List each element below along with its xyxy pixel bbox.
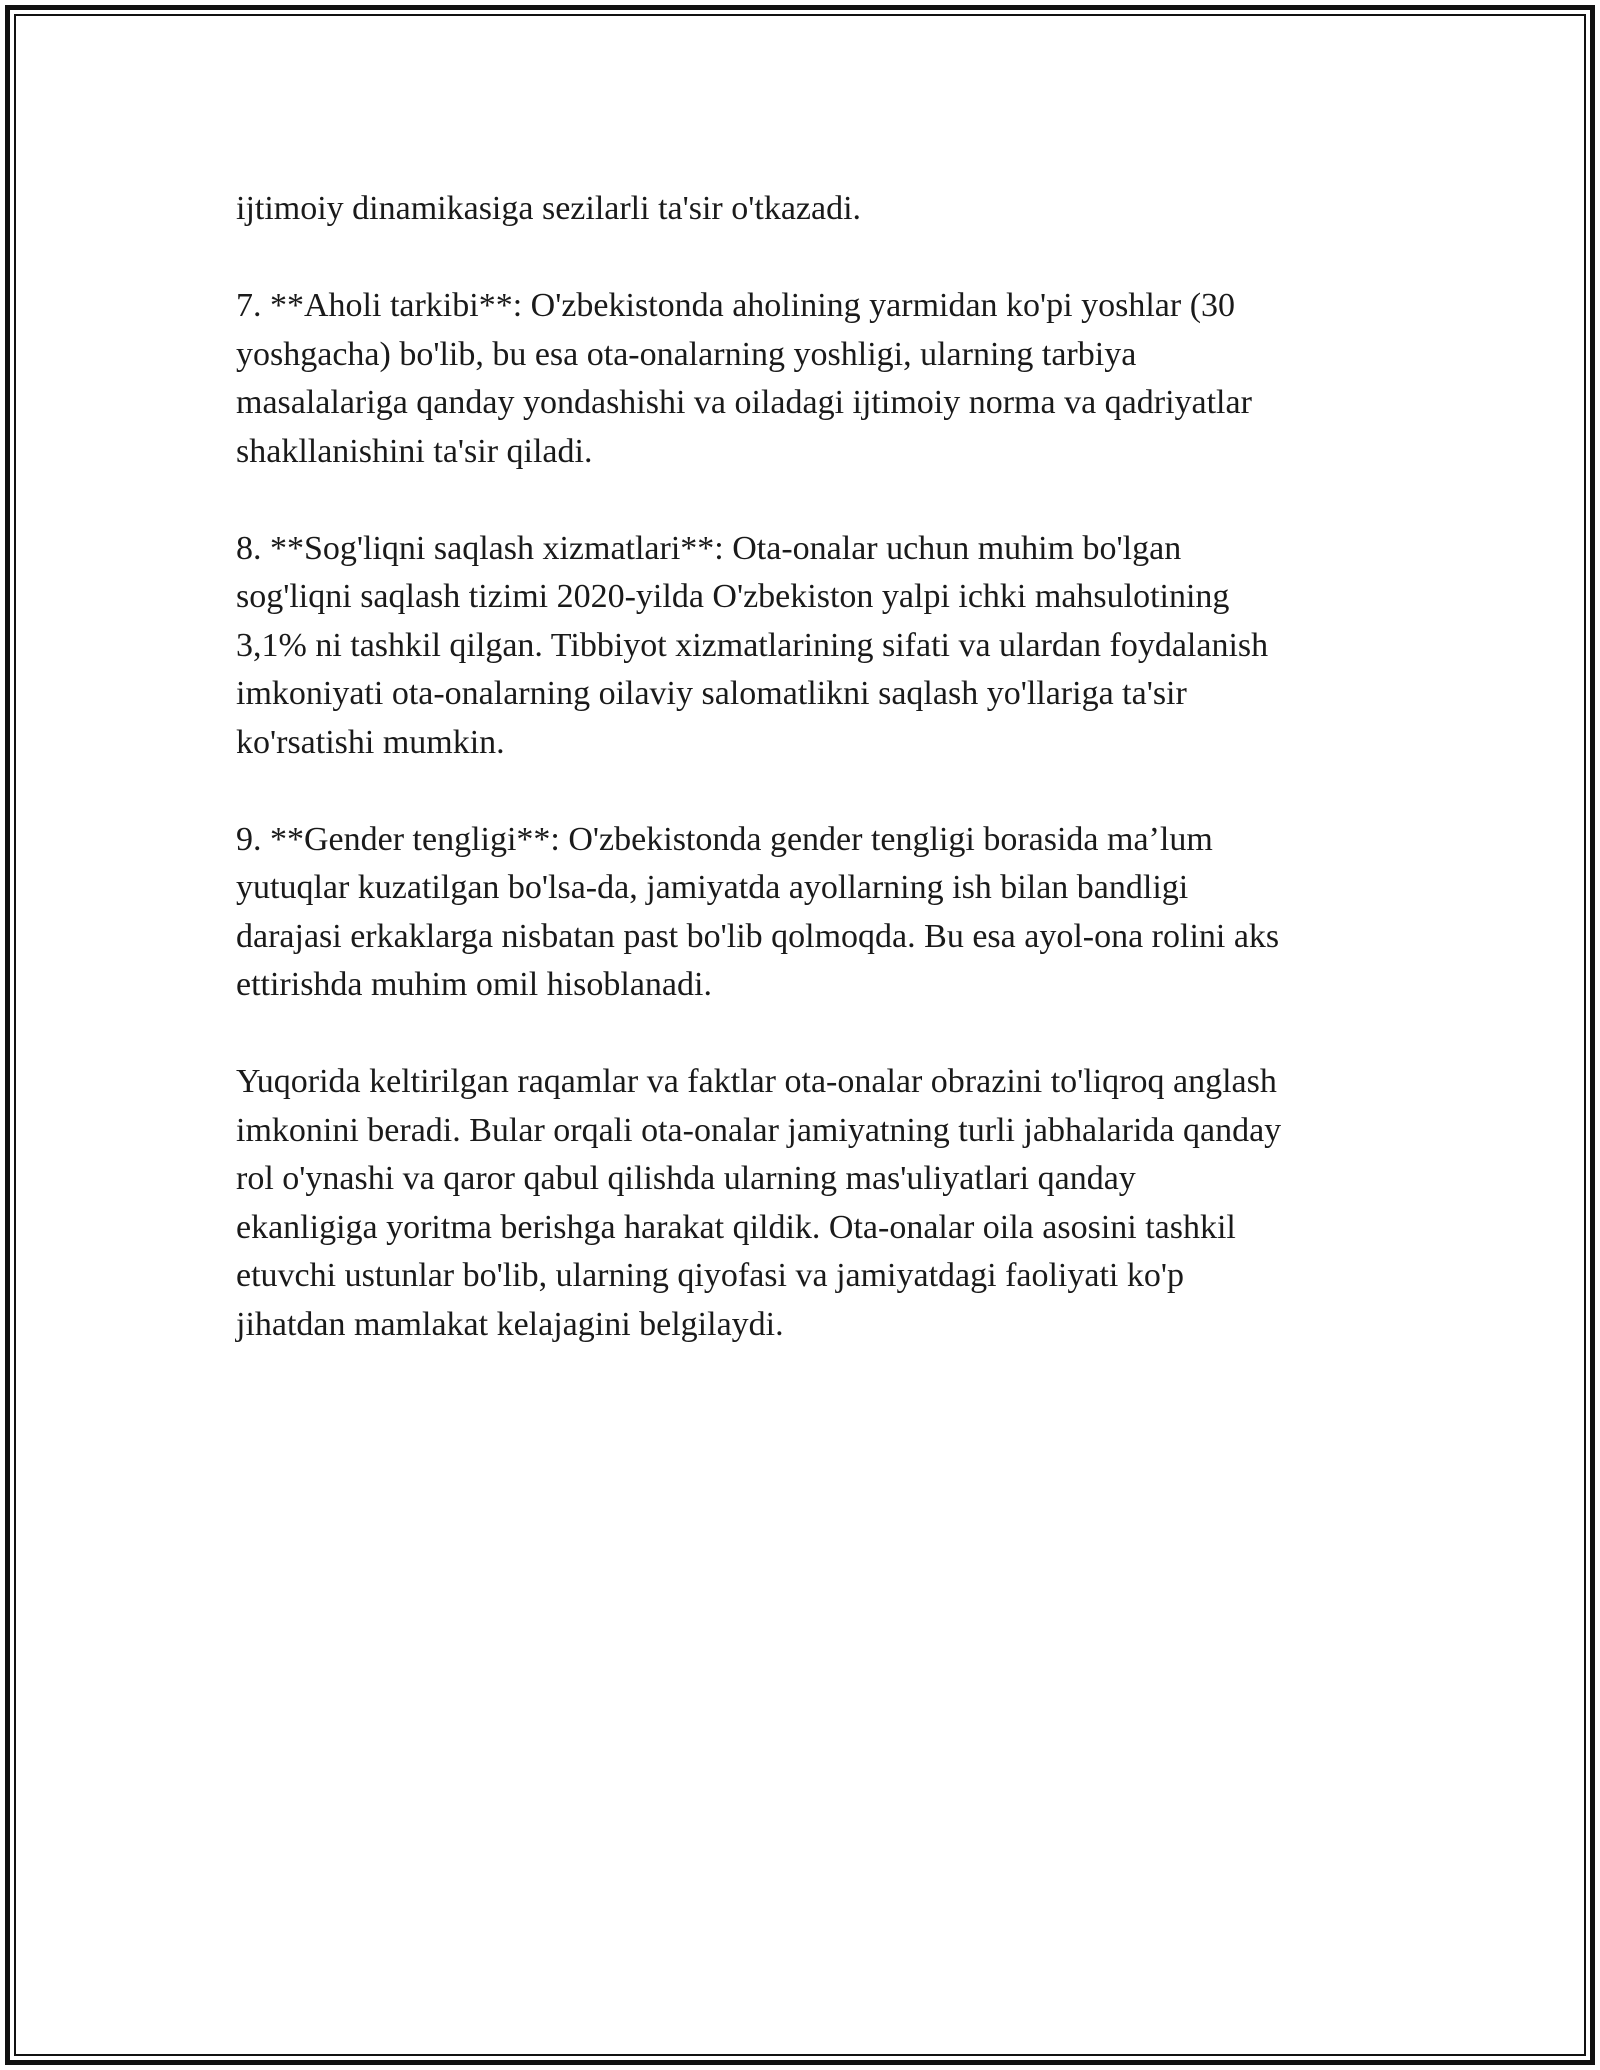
paragraph-conclusion <box>236 1058 1376 1349</box>
text-line: masalalariga qanday yondashishi va oiladagi ijtimoiy norma va qadriyatlar <box>236 384 1252 421</box>
text-line: shakllanishini ta'sir qiladi. <box>236 432 593 470</box>
text-line: Yuqorida keltirilgan raqamlar va faktlar ota-onalar obrazini to'liqroq anglash <box>236 1063 1277 1100</box>
text-line: yutuqlar kuzatilgan bo'lsa-da, jamiyatda ayollarning ish bilan bandligi <box>236 869 1189 906</box>
text-line: ijtimoiy dinamikasiga sezilarli ta'sir o'tkazadi. <box>236 190 862 227</box>
text-line: 8. **Sog'liqni saqlash xizmatlari**: Ota-onalar uchun muhim bo'lgan <box>236 529 1182 567</box>
text-line: ko'rsatishi mumkin. <box>236 723 505 761</box>
paragraph-item-7 <box>236 282 1376 476</box>
text-line: sog'liqni saqlash tizimi 2020-yilda O'zbekiston yalpi ichki mahsulotining <box>236 578 1230 615</box>
text-line: 7. **Aholi tarkibi**: O'zbekistonda aholining yarmidan ko'pi yoshlar (30 <box>236 287 1236 324</box>
text-line: yoshgacha) bo'lib, bu esa ota-onalarning yoshligi, ularning tarbiya <box>236 335 1137 373</box>
text-line: etuvchi ustunlar bo'lib, ularning qiyofasi va jamiyatdagi faoliyati ko'p <box>236 1257 1184 1294</box>
text-line: 3,1% ni tashkil qilgan. Tibbiyot xizmatlarining sifati va ulardan foydalanish <box>236 626 1269 664</box>
text-line: imkoniyati ota-onalarning oilaviy salomatlikni saqlash yo'llariga ta'sir <box>236 675 1187 712</box>
text-line: darajasi erkaklarga nisbatan past bo'lib qolmoqda. Bu esa ayol-ona rolini aks <box>236 917 1280 955</box>
text-line: imkonini beradi. Bular orqali ota-onalar jamiyatning turli jabhalarida qanday <box>236 1111 1282 1149</box>
text-line: ettirishda muhim omil hisoblanadi. <box>236 966 712 1003</box>
paragraph-item-9 <box>236 816 1376 1010</box>
document-body <box>236 185 1376 1398</box>
text-line: rol o'ynashi va qaror qabul qilishda ularning mas'uliyatlari qanday <box>236 1160 1136 1197</box>
paragraph-continuation <box>236 185 1376 234</box>
text-line: 9. **Gender tengligi**: O'zbekistonda gender tengligi borasida ma’lum <box>236 820 1213 858</box>
paragraph-item-8 <box>236 525 1376 768</box>
text-line: jihatdan mamlakat kelajagini belgilaydi. <box>236 1305 784 1343</box>
text-line: ekanligiga yoritma berishga harakat qildik. Ota-onalar oila asosini tashkil <box>236 1208 1236 1246</box>
